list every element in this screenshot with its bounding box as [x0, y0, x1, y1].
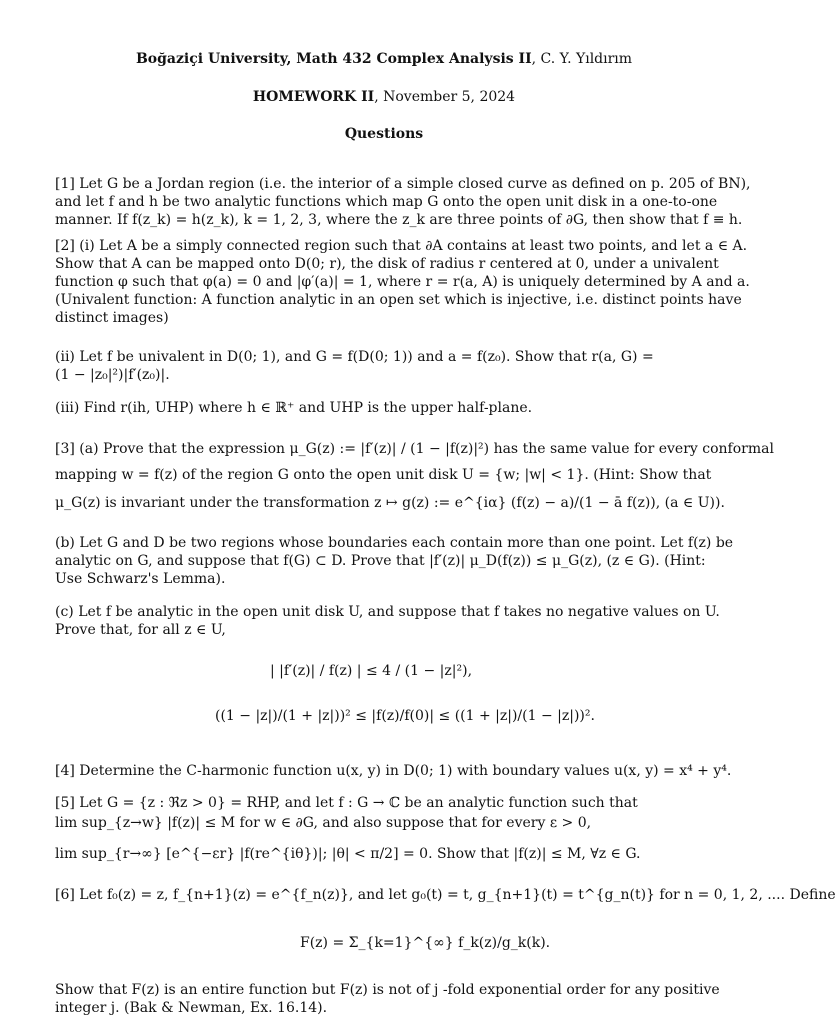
problem-2-line: [2] (i) Let A be a simply connected region such that ∂A contains at least two points, and let a ∈ A.: [55, 238, 748, 254]
problem-1-line: [1] Let G be a Jordan region (i.e. the interior of a simple closed curve as defined on p. 205 of BN),: [55, 176, 751, 192]
problem-5-line: lim sup_{z→w} |f(z)| ≤ M for w ∈ ∂G, and also suppose that for every ε > 0,: [55, 815, 592, 831]
problem-3a-line: mapping w = f(z) of the region G onto the open unit disk U = {w; |w| < 1}. (Hint: Show that: [55, 467, 712, 483]
title-bold: Boğaziçi University, Math 432 Complex Analysis II: [135, 51, 532, 67]
problem-2-line: Show that A can be mapped onto D(0; r), the disk of radius r centered at 0, under a univalent: [55, 256, 719, 272]
problem-5-line: lim sup_{r→∞} [e^{−εr} |f(re^{iθ})|; |θ| < π/2] = 0. Show that |f(z)| ≤ M, ∀z ∈ G.: [55, 846, 641, 862]
problem-3a-line: μ_G(z) is invariant under the transformation z ↦ g(z) := e^{iα} (f(z) − a)/(1 − ā f(z)), (a ∈ U)).: [55, 495, 725, 511]
problem-3a-line: [3] (a) Prove that the expression μ_G(z) := |f′(z)| / (1 − |f(z)|²) has the same value for every conformal: [55, 441, 774, 457]
homework-heading: [0, 88, 768, 106]
problem-3b-line: analytic on G, and suppose that f(G) ⊂ D. Prove that |f′(z)| μ_D(f(z)) ≤ μ_G(z), (z ∈ G). (Hint:: [55, 553, 706, 569]
problem-2-iii-line: (iii) Find r(ih, UHP) where h ∈ ℝ⁺ and UHP is the upper half-plane.: [55, 400, 533, 416]
problem-5-line: [5] Let G = {z : ℜz > 0} = RHP, and let f : G → ℂ be an analytic function such that: [55, 795, 638, 811]
problem-2-line: function φ such that φ(a) = 0 and |φ′(a)| = 1, where r = r(a, A) is uniquely determined by A and a.: [55, 274, 750, 290]
problem-1-line: manner. If f(z_k) = h(z_k), k = 1, 2, 3, where the z_k are three points of ∂G, then show that f ≡ h.: [55, 212, 743, 228]
problem-4-line: [4] Determine the C-harmonic function u(x, y) in D(0; 1) with boundary values u(x, y) = x⁴ + y⁴.: [55, 763, 732, 779]
problem-6-line: Show that F(z) is an entire function but F(z) is not of j -fold exponential order for any positive: [55, 982, 720, 998]
problem-3b-line: Use Schwarz's Lemma).: [55, 571, 226, 587]
problem-3c-line: (c) Let f be analytic in the open unit disk U, and suppose that f takes no negative values on U.: [55, 604, 720, 620]
title-rest: , C. Y. Yıldırım: [531, 51, 633, 67]
problem-6-line: integer j. (Bak & Newman, Ex. 16.14).: [55, 1000, 328, 1016]
document-title: [0, 50, 768, 68]
problem-2-line: distinct images): [55, 310, 169, 326]
display-inequality-2: ((1 − |z|)/(1 + |z|))² ≤ |f(z)/f(0)| ≤ ((1 + |z|)/(1 − |z|))².: [215, 708, 595, 724]
display-inequality-1: | |f′(z)| / f(z) | ≤ 4 / (1 − |z|²),: [270, 663, 473, 679]
problem-1-line: and let f and h be two analytic functions which map G onto the open unit disk in a one-to-one: [55, 194, 718, 210]
problem-2-ii-line: (ii) Let f be univalent in D(0; 1), and G = f(D(0; 1)) and a = f(z₀). Show that r(a, G) =: [55, 349, 654, 365]
problem-2-line: (Univalent function: A function analytic in an open set which is injective, i.e. distinct points have: [55, 292, 742, 308]
homework-date: , November 5, 2024: [374, 89, 516, 105]
problem-2-ii-line: (1 − |z₀|²)|f′(z₀)|.: [55, 367, 170, 383]
problem-3c-line: Prove that, for all z ∈ U,: [55, 622, 226, 638]
problem-3b-line: (b) Let G and D be two regions whose boundaries each contain more than one point. Let f(z) be: [55, 535, 734, 551]
display-series: F(z) = Σ_{k=1}^{∞} f_k(z)/g_k(k).: [300, 935, 551, 951]
section-heading: Questions: [344, 126, 424, 142]
homework-title: HOMEWORK II: [252, 89, 375, 105]
problem-6-line: [6] Let f₀(z) = z, f_{n+1}(z) = e^{f_n(z)}, and let g₀(t) = t, g_{n+1}(t) = t^{g_n(t)} for n = 0, 1, 2, .... Define: [55, 887, 836, 903]
